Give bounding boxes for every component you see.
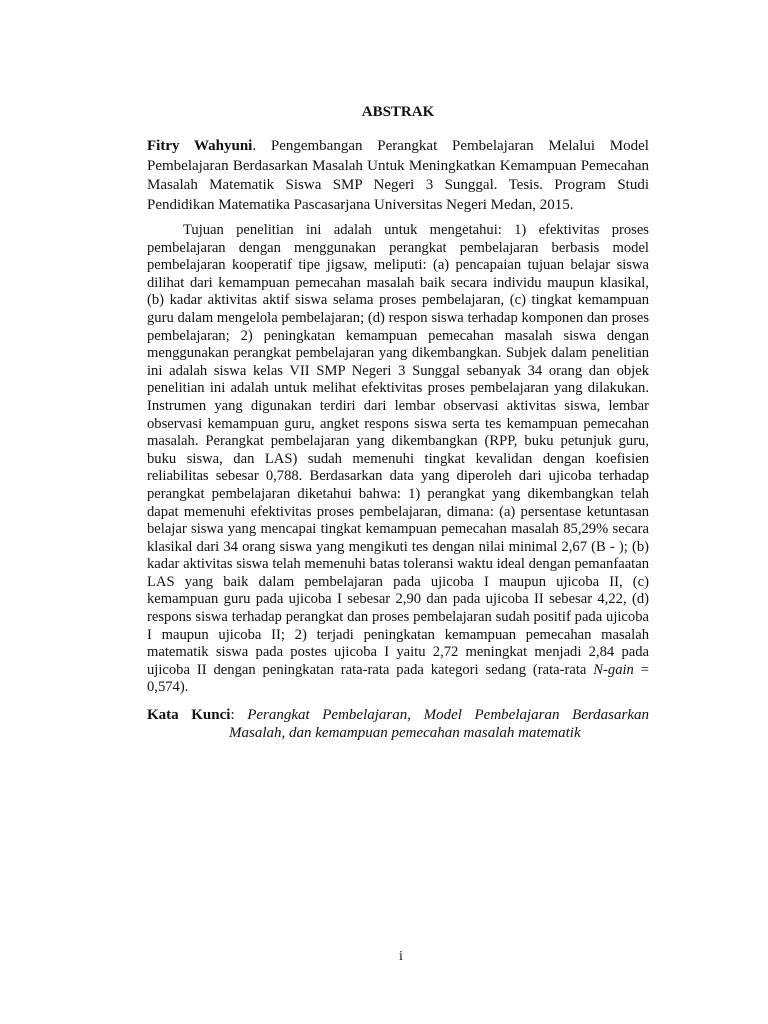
n-gain-label: N-gain <box>593 661 634 678</box>
page-number: i <box>399 949 403 964</box>
abstract-body <box>147 222 649 697</box>
citation-paragraph <box>147 137 649 215</box>
abstract-body-text: Tujuan penelitian ini adalah untuk mengetahui: 1) efektivitas proses pembelajaran dengan menggunakan perangkat pembelajaran berbasis model pembelajaran kooperatif tipe jigsaw, meliputi: (a) pencapaian tujuan belajar siswa dilihat dari kemampuan pemecahan masalah baik secara individu maupun klasikal, (b) kadar aktivitas aktif siswa selama proses pembelajaran, (c) tingkat kemampuan guru dalam mengelola pembelajaran; (d) respon siswa terhadap komponen dan proses pembelajaran; 2) peningkatan kemampuan pemecahan masalah siswa dengan menggunakan perangkat pembelajaran yang dikembangkan. Subjek dalam penelitian ini adalah siswa kelas VII SMP Negeri 3 Sunggal sebanyak 34 orang dan objek penelitian ini adalah untuk melihat efektivitas proses pembelajaran yang dilakukan. Instrumen yang digunakan terdiri dari lembar observasi aktivitas siswa, lembar observasi kemampuan guru, angket respons siswa serta tes kemampuan pemecahan masalah. Perangkat pembelajaran yang dikembangkan (RPP, buku petunjuk guru, buku siswa, dan LAS) sudah memenuhi tingkat kevalidan dengan koefisien reliabilitas sebesar 0,788. Berdasarkan data yang diperoleh dari ujicoba terhadap perangkat pembelajaran diketahui bahwa: 1) perangkat yang dikembangkan telah dapat memenuhi efektivitas proses pembelajaran, dimana: (a) persentase ketuntasan belajar siswa yang mencapai tingkat kemampuan pemecahan masalah 85,29% secara klasikal dari 34 orang siswa yang mengikuti tes dengan nilai minimal 2,67 (B - ); (b) kadar aktivitas siswa telah memenuhi batas toleransi waktu ideal dengan pemanfaatan LAS yang baik dalam pembelajaran pada ujicoba I maupun ujicoba II, (c) kemampuan guru pada ujicoba I sebesar 2,90 dan pada ujicoba II sebesar 4,22, (d) respons siswa terhadap perangkat dan proses pembelajaran sudah positif pada ujicoba I maupun ujicoba II; 2) terjadi peningkatan kemampuan pemecahan masalah matematik siswa pada postes ujicoba I yaitu 2,72 meningkat menjadi 2,84 pada ujicoba II dengan peningkatan rata-rata pada kategori sedang (rata-rata <box>147 222 649 678</box>
keywords-label: Kata Kunci <box>147 707 231 723</box>
citation-text: Pengembangan Perangkat Pembelajaran Melalui Model Pembelajaran Berdasarkan Masalah Untuk Meningkatkan Kemampuan Pemecahan Masalah Matematik Siswa SMP Negeri 3 Sunggal. Tesis. Program Studi Pendidikan Matematika Pascasarjana Universitas Negeri Medan, 2015. <box>147 138 649 213</box>
abstract-body-end: = 0,574). <box>147 661 649 696</box>
abstract-title: ABSTRAK <box>361 104 435 120</box>
keywords-text: Perangkat Pembelajaran, Model Pembelajaran Berdasarkan Masalah, dan kemampuan pemecahan masalah matematik <box>229 707 650 741</box>
author-suffix: . <box>252 138 257 154</box>
keywords-paragraph <box>147 707 649 742</box>
author-name: Fitry Wahyuni <box>147 138 253 154</box>
keywords-separator: : <box>230 707 248 723</box>
